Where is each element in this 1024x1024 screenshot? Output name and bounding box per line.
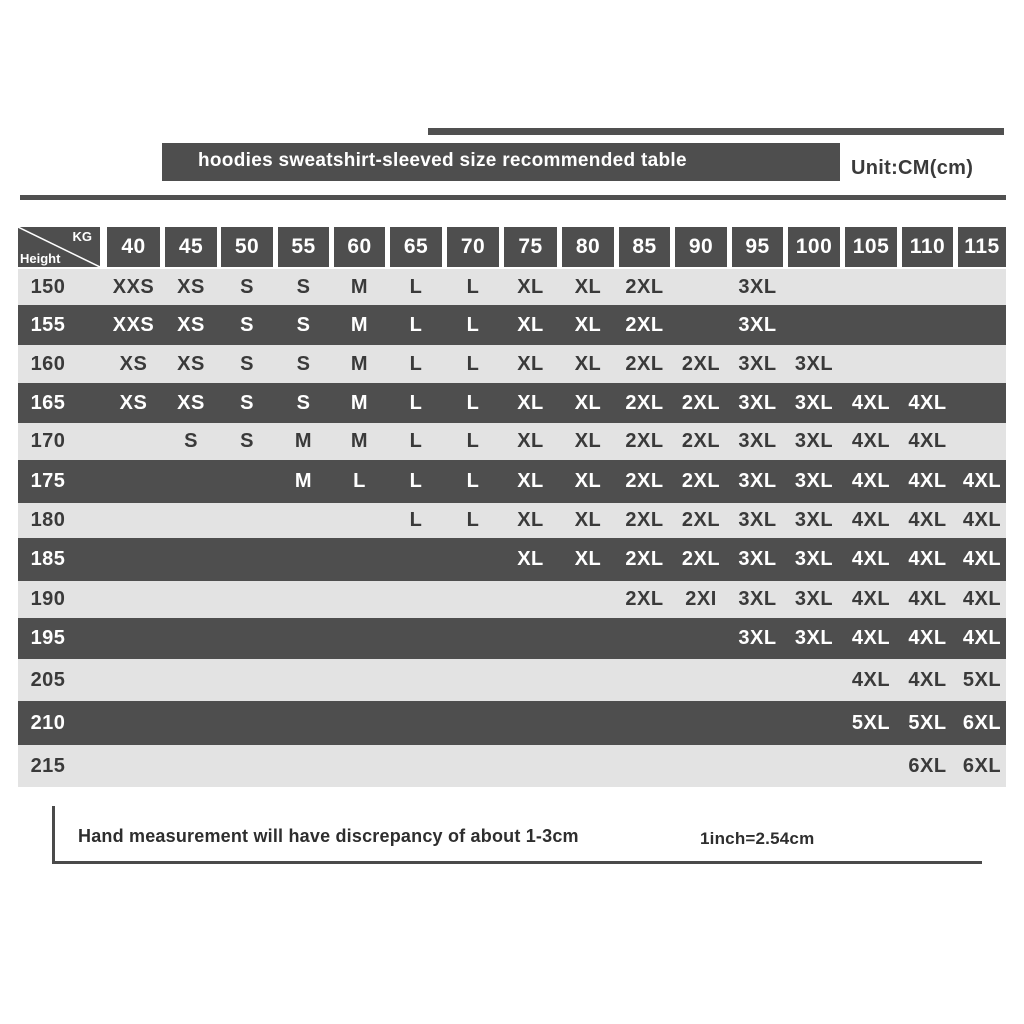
size-cell: S: [184, 430, 198, 452]
size-cell: [958, 345, 1006, 383]
size-cell: [675, 701, 727, 745]
size-cell: [902, 269, 953, 305]
size-cell: [788, 305, 840, 345]
size-cell: [334, 745, 385, 787]
size-cell: 3XL: [738, 275, 777, 298]
height-cell: 170: [30, 430, 66, 452]
size-cell: [390, 659, 442, 701]
size-cell: 2XL: [625, 430, 664, 452]
size-cell: [107, 659, 160, 701]
size-cell: L: [466, 352, 480, 375]
size-cell: [562, 659, 614, 701]
size-cell: [447, 581, 499, 618]
height-cell: 175: [30, 470, 66, 492]
size-cell: L: [466, 470, 480, 492]
size-cell: 4XL: [851, 391, 891, 414]
size-cell: 4XL: [908, 509, 947, 531]
size-cell: 2XL: [625, 588, 664, 610]
size-cell: [447, 701, 499, 745]
size-cell: XL: [517, 509, 544, 531]
weight-header-cell: 115: [958, 227, 1006, 267]
size-cell: 3XL: [738, 391, 777, 414]
size-cell: M: [350, 313, 369, 336]
size-row-155: [18, 305, 1006, 345]
size-cell: 2XL: [625, 313, 664, 336]
size-cell: [732, 659, 783, 701]
size-cell: 2XL: [681, 391, 721, 414]
size-cell: [334, 618, 385, 659]
size-cell: 3XL: [738, 548, 777, 570]
size-cell: [107, 423, 160, 460]
size-cell: [107, 618, 160, 659]
size-cell: 2XL: [681, 352, 721, 375]
size-cell: XL: [517, 313, 544, 336]
table-title: hoodies sweatshirt-sleeved size recommended table: [198, 150, 687, 171]
size-cell: [845, 269, 897, 305]
size-cell: 4XL: [962, 588, 1002, 610]
size-cell: 3XL: [794, 470, 834, 492]
size-cell: XS: [119, 352, 148, 375]
height-cell: 205: [30, 668, 66, 691]
size-cell: 3XL: [738, 627, 777, 649]
size-cell: [107, 538, 160, 581]
size-cell: [504, 618, 557, 659]
note-bracket-horizontal: [52, 861, 982, 864]
size-cell: [562, 581, 614, 618]
size-cell: 5XL: [851, 711, 891, 734]
size-cell: [221, 745, 273, 787]
size-cell: L: [466, 313, 480, 336]
size-cell: [619, 745, 670, 787]
size-cell: [278, 538, 329, 581]
weight-header-cell: 50: [221, 227, 273, 267]
size-cell: [619, 659, 670, 701]
size-cell: [165, 538, 217, 581]
size-cell: [221, 538, 273, 581]
size-cell: L: [353, 470, 366, 492]
size-cell: [788, 269, 840, 305]
size-cell: [845, 305, 897, 345]
height-cell: 185: [30, 548, 66, 570]
size-cell: [675, 618, 727, 659]
weight-header-cell: 55: [278, 227, 329, 267]
size-cell: [845, 745, 897, 787]
weight-header-cell: 110: [902, 227, 953, 267]
size-cell: L: [409, 509, 423, 531]
size-cell: [107, 460, 160, 503]
size-cell: 6XL: [908, 754, 947, 777]
size-cell: 5XL: [908, 711, 947, 734]
size-row-205: [18, 659, 1006, 701]
size-cell: 2XL: [625, 509, 664, 531]
size-cell: S: [240, 391, 254, 414]
weight-header-cell: 60: [334, 227, 385, 267]
size-cell: [732, 701, 783, 745]
size-cell: 4XL: [851, 430, 891, 452]
size-cell: XS: [177, 391, 205, 414]
size-cell: [902, 305, 953, 345]
size-cell: [165, 745, 217, 787]
size-cell: 4XL: [908, 430, 947, 452]
size-row-195: [18, 618, 1006, 659]
size-cell: S: [240, 430, 254, 452]
size-cell: [165, 618, 217, 659]
size-row-150: [18, 269, 1006, 305]
size-cell: L: [409, 313, 423, 336]
size-cell: XXS: [112, 275, 155, 298]
size-cell: 4XL: [908, 548, 947, 570]
height-cell: 180: [30, 509, 66, 531]
size-cell: 6XL: [962, 754, 1002, 777]
size-cell: XXS: [112, 313, 155, 336]
size-cell: [221, 503, 273, 538]
size-cell: [390, 701, 442, 745]
size-cell: [504, 701, 557, 745]
size-cell: 3XL: [794, 588, 834, 610]
size-cell: [619, 701, 670, 745]
weight-header-cell: 100: [788, 227, 840, 267]
size-cell: [221, 460, 273, 503]
size-cell: XL: [517, 548, 544, 570]
weight-header-cell: 80: [562, 227, 614, 267]
size-cell: [334, 503, 385, 538]
size-cell: L: [409, 470, 423, 492]
size-cell: XS: [177, 275, 205, 298]
size-cell: 2XI: [685, 588, 717, 610]
size-cell: 5XL: [962, 668, 1002, 691]
weight-header-cell: 90: [675, 227, 727, 267]
size-cell: L: [466, 275, 480, 298]
weight-header-cell: 95: [732, 227, 783, 267]
top-rule: [428, 128, 1004, 135]
size-cell: [390, 538, 442, 581]
size-cell: [334, 701, 385, 745]
size-cell: 3XL: [738, 588, 777, 610]
size-cell: XL: [574, 430, 602, 452]
size-cell: [619, 618, 670, 659]
size-cell: [504, 659, 557, 701]
height-cell: 155: [30, 313, 66, 336]
size-cell: 3XL: [794, 352, 834, 375]
inch-conversion: 1inch=2.54cm: [700, 829, 815, 848]
size-cell: S: [240, 275, 254, 298]
size-cell: XL: [517, 430, 544, 452]
size-cell: 3XL: [794, 430, 834, 452]
size-cell: XL: [517, 275, 544, 298]
size-cell: L: [409, 275, 423, 298]
size-cell: 4XL: [962, 627, 1002, 649]
size-cell: 2XL: [625, 275, 664, 298]
size-cell: XS: [177, 313, 205, 336]
size-row-215: [18, 745, 1006, 787]
weight-header-cell: 65: [390, 227, 442, 267]
size-cell: S: [240, 313, 254, 336]
weight-header-cell: 40: [107, 227, 160, 267]
size-cell: [107, 745, 160, 787]
size-cell: 2XL: [625, 391, 664, 414]
size-cell: M: [350, 391, 369, 414]
size-cell: M: [294, 470, 313, 492]
size-cell: [165, 659, 217, 701]
size-cell: [278, 745, 329, 787]
divider-rule: [20, 195, 1006, 200]
size-cell: [334, 538, 385, 581]
size-cell: 2XL: [681, 548, 721, 570]
size-cell: XL: [574, 352, 602, 375]
size-cell: 6XL: [962, 711, 1002, 734]
size-cell: [902, 345, 953, 383]
size-cell: 3XL: [794, 548, 834, 570]
height-cell: 210: [30, 711, 66, 734]
size-cell: [562, 745, 614, 787]
size-cell: S: [296, 313, 311, 336]
size-cell: 3XL: [738, 313, 777, 336]
size-cell: 2XL: [681, 509, 721, 531]
size-cell: [107, 581, 160, 618]
size-cell: 4XL: [851, 509, 891, 531]
size-cell: [107, 701, 160, 745]
size-row-160: [18, 345, 1006, 383]
size-row-185: [18, 538, 1006, 581]
unit-label: Unit:CM(cm): [851, 157, 974, 179]
size-cell: [675, 269, 727, 305]
size-cell: L: [466, 509, 480, 531]
size-cell: 2XL: [681, 470, 721, 492]
size-cell: [390, 618, 442, 659]
weight-header-cell: 45: [165, 227, 217, 267]
size-cell: [504, 581, 557, 618]
height-cell: 195: [30, 627, 66, 649]
size-cell: [958, 383, 1006, 423]
size-cell: [221, 701, 273, 745]
size-cell: M: [350, 430, 369, 452]
size-cell: [165, 701, 217, 745]
height-cell: 190: [30, 588, 66, 610]
size-row-170: [18, 423, 1006, 460]
size-cell: XL: [574, 548, 602, 570]
weight-header-cell: 70: [447, 227, 499, 267]
size-cell: XL: [574, 509, 602, 531]
size-cell: [165, 503, 217, 538]
size-row-175: [18, 460, 1006, 503]
size-cell: L: [409, 391, 423, 414]
size-row-190: [18, 581, 1006, 618]
size-cell: [278, 618, 329, 659]
size-cell: [447, 618, 499, 659]
size-cell: M: [294, 430, 313, 452]
size-cell: XL: [574, 275, 602, 298]
size-cell: [390, 745, 442, 787]
weight-header-cell: 105: [845, 227, 897, 267]
size-cell: 4XL: [908, 588, 947, 610]
size-cell: 3XL: [794, 627, 834, 649]
size-cell: L: [466, 391, 480, 414]
size-cell: [562, 701, 614, 745]
size-cell: S: [296, 391, 311, 414]
size-cell: [845, 345, 897, 383]
size-cell: 2XL: [625, 470, 664, 492]
size-cell: 3XL: [794, 509, 834, 531]
size-cell: 4XL: [908, 627, 947, 649]
height-cell: 165: [30, 391, 66, 414]
size-cell: 4XL: [851, 668, 891, 691]
size-cell: [334, 581, 385, 618]
size-cell: [958, 305, 1006, 345]
size-cell: [221, 581, 273, 618]
size-row-180: [18, 503, 1006, 538]
size-cell: [675, 305, 727, 345]
size-cell: XL: [574, 470, 602, 492]
corner-header-cell: [18, 227, 100, 267]
size-cell: XL: [517, 352, 544, 375]
size-row-210: [18, 701, 1006, 745]
size-cell: S: [296, 352, 311, 375]
size-cell: [958, 423, 1006, 460]
size-cell: XL: [574, 391, 602, 414]
size-cell: [788, 659, 840, 701]
size-cell: [447, 745, 499, 787]
size-cell: S: [240, 352, 254, 375]
size-cell: 4XL: [962, 509, 1002, 531]
size-cell: 3XL: [794, 391, 834, 414]
weight-header-cell: 75: [504, 227, 557, 267]
size-cell: 3XL: [738, 352, 777, 375]
size-cell: 4XL: [908, 668, 947, 691]
size-cell: [165, 581, 217, 618]
size-cell: [788, 745, 840, 787]
note-bracket-vertical: [52, 806, 55, 864]
height-cell: 150: [30, 275, 66, 298]
size-cell: [390, 581, 442, 618]
size-cell: 4XL: [851, 588, 891, 610]
size-cell: [334, 659, 385, 701]
size-cell: [504, 745, 557, 787]
size-cell: [958, 269, 1006, 305]
size-cell: M: [350, 352, 369, 375]
size-cell: XL: [517, 391, 544, 414]
size-cell: 3XL: [738, 509, 777, 531]
size-cell: 3XL: [738, 430, 777, 452]
measurement-note: Hand measurement will have discrepancy of about 1-3cm: [78, 826, 579, 846]
size-cell: 4XL: [962, 548, 1002, 570]
height-cell: 215: [30, 754, 66, 777]
size-cell: 2XL: [681, 430, 721, 452]
size-cell: 4XL: [851, 627, 891, 649]
size-cell: 4XL: [851, 470, 891, 492]
size-cell: [107, 503, 160, 538]
size-cell: L: [409, 352, 423, 375]
size-cell: 4XL: [908, 470, 947, 492]
size-row-165: [18, 383, 1006, 423]
height-cell: 160: [30, 352, 66, 375]
size-cell: [732, 745, 783, 787]
size-cell: 4XL: [962, 470, 1002, 492]
corner-kg-label: KG: [72, 229, 92, 244]
size-cell: [278, 659, 329, 701]
size-cell: [278, 581, 329, 618]
size-cell: XL: [574, 313, 602, 336]
size-cell: [278, 701, 329, 745]
size-cell: L: [409, 430, 423, 452]
size-cell: [675, 745, 727, 787]
size-cell: 4XL: [908, 391, 947, 414]
size-cell: [562, 618, 614, 659]
size-cell: 3XL: [738, 470, 777, 492]
corner-height-label: Height: [20, 251, 61, 266]
size-cell: [447, 538, 499, 581]
size-cell: [221, 659, 273, 701]
size-cell: [447, 659, 499, 701]
size-cell: 4XL: [851, 548, 891, 570]
size-cell: XS: [119, 391, 148, 414]
size-cell: S: [296, 275, 311, 298]
size-cell: [221, 618, 273, 659]
size-cell: XL: [517, 470, 544, 492]
size-cell: [788, 701, 840, 745]
size-cell: 2XL: [625, 352, 664, 375]
size-cell: M: [350, 275, 369, 298]
size-cell: XS: [177, 352, 205, 375]
size-cell: 2XL: [625, 548, 664, 570]
size-cell: [278, 503, 329, 538]
size-cell: [165, 460, 217, 503]
weight-header-cell: 85: [619, 227, 670, 267]
size-cell: L: [466, 430, 480, 452]
size-cell: [675, 659, 727, 701]
